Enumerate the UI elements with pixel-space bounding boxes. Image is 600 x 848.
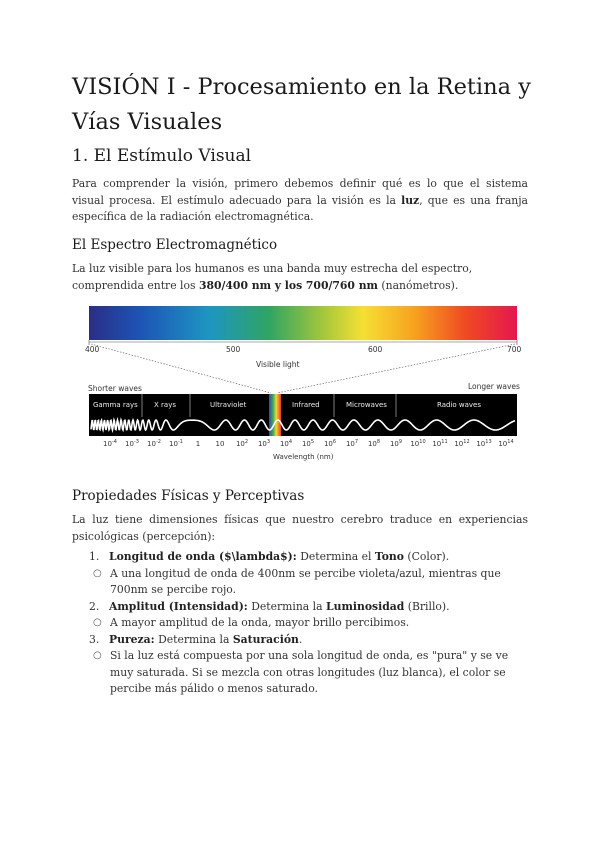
wavelength-axis-label: Wavelength (nm): [273, 453, 334, 461]
bullet-circle-icon: ○: [93, 617, 102, 628]
band-radio-waves: Radio waves: [437, 401, 482, 409]
wavelength-tick-label: $10^4$: [279, 439, 293, 448]
longer-waves-label: Longer waves: [468, 382, 520, 391]
wavelength-tick-label: $10^{13}$: [476, 439, 492, 448]
list-item: 2. Amplitud (Intensidad): Determina la Luminosidad (Brillo).: [89, 599, 450, 613]
wavelength-tick-label: 10: [215, 440, 225, 448]
list-item: 3. Pureza: Determina la Saturación.: [89, 632, 303, 646]
wavelength-tick-label: $10^{14}$: [498, 439, 514, 448]
wavelength-tick-label: $10^7$: [345, 439, 359, 448]
band-microwaves: Microwaves: [346, 401, 387, 409]
wavelength-tick-label: $10^5$: [301, 439, 315, 448]
spectrum-paragraph: La luz visible para los humanos es una banda muy estrecha del espectro, comprendida entre los 380/400 nm y los 700/760 nm (nanómetros).: [72, 262, 473, 292]
list-item: 1. Longitud de onda ($\lambda$): Determina el Tono (Color).: [89, 550, 450, 563]
tick-500: 500: [226, 345, 241, 354]
properties-heading: Propiedades Físicas y Perceptivas: [72, 488, 305, 504]
intro-paragraph: Para comprender la visión, primero debemos definir qué es lo que el sistema visual procesa. El estímulo adecuado para la visión es la luz, que es una franja específica de la radiación electromagnética.: [72, 177, 528, 223]
wavelength-tick-label: $10^3$: [257, 439, 271, 448]
wavelength-tick-label: 1: [195, 440, 201, 448]
band-gamma-rays: Gamma rays: [93, 401, 138, 409]
visible-light-label: Visible light: [256, 360, 300, 369]
band-x-rays: X rays: [154, 401, 176, 409]
visible-gradient-bar: [89, 306, 517, 340]
tick-600: 600: [368, 345, 383, 354]
band-infrared: Infrared: [292, 401, 320, 409]
sub-list-item: ○ Si la luz está compuesta por una sola longitud de onda, es "pura" y se ve muy saturada. Si se mezcla con otras longitudes (luz blanca), el color se percibe más pálido o menos saturado.: [93, 649, 509, 695]
electromagnetic-spectrum-figure: [84, 300, 522, 470]
wavelength-ticks: [103, 439, 514, 448]
wavelength-tick-label: $10^{12}$: [454, 439, 470, 448]
section-heading: 1. El Estímulo Visual: [72, 146, 252, 166]
wavelength-tick-label: $10^{-1}$: [169, 439, 183, 448]
wavelength-tick-label: $10^2$: [235, 439, 249, 448]
wavelength-tick-label: $10^{-4}$: [103, 439, 117, 448]
tick-400: 400: [85, 345, 100, 354]
band-ultraviolet: Ultraviolet: [210, 401, 247, 409]
spectrum-heading: El Espectro Electromagnético: [72, 237, 278, 253]
wavelength-tick-label: $10^{-2}$: [147, 439, 161, 448]
shorter-waves-label: Shorter waves: [88, 384, 142, 393]
tick-700: 700: [507, 345, 522, 354]
wavelength-tick-label: $10^{10}$: [410, 439, 426, 448]
page-title: VISIÓN I - Procesamiento en la Retina y Vías Visuales: [72, 74, 531, 135]
sub-list-item: ○ A una longitud de onda de 400nm se percibe violeta/azul, mientras que 700nm se percibe rojo.: [93, 566, 501, 596]
wavelength-tick-label: $10^6$: [323, 439, 337, 448]
properties-list: [72, 549, 532, 698]
sub-list-item: ○ A mayor amplitud de la onda, mayor brillo percibimos.: [72, 615, 532, 632]
bullet-circle-icon: ○: [93, 650, 102, 661]
wavelength-tick-label: $10^{11}$: [432, 439, 448, 448]
wavelength-tick-label: $10^8$: [367, 439, 381, 448]
wavelength-tick-label: $10^9$: [389, 439, 403, 448]
wavelength-tick-label: $10^{-3}$: [125, 439, 139, 448]
properties-paragraph: La luz tiene dimensiones físicas que nuestro cerebro traduce en experiencias psicológicas (percepción):: [72, 513, 528, 543]
bullet-circle-icon: ○: [93, 567, 102, 579]
